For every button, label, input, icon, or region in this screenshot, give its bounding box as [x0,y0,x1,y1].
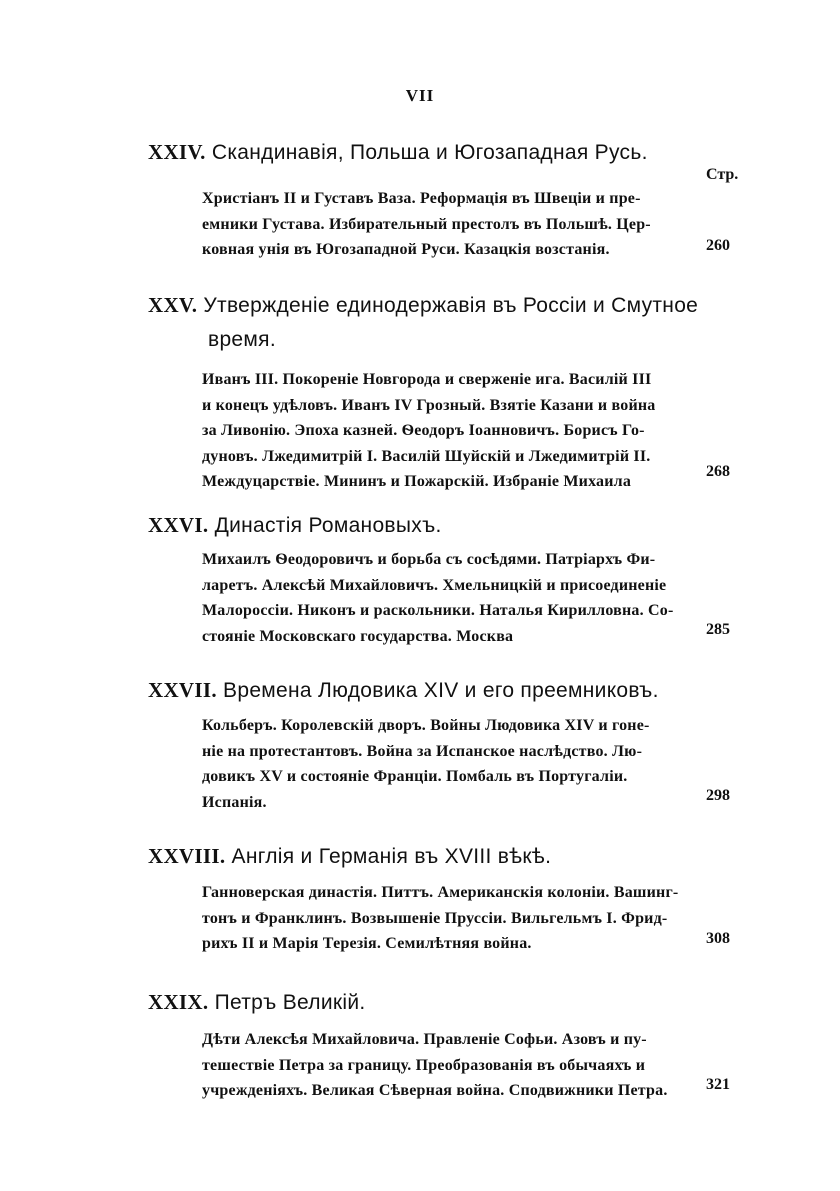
summary-line: и конецъ удѣловъ. Иванъ IV Грозный. Взятіе Казани и война [202,396,656,414]
summary-line: стояніе Московскаго государства. Москва [202,627,514,645]
chapter-title-text: Англія и Германія въ XVIII вѣкѣ. [231,845,552,868]
chapter-title-continuation: время. [208,328,276,351]
chapter-number: XXIV. [148,140,206,164]
summary-line: довикъ XV и состояніе Франціи. Помбаль въ Португаліи. [202,768,628,785]
chapter-title-text: Времена Людовика XIV и его преемниковъ. [223,679,659,702]
chapter-xxix-summary [202,1027,707,1104]
summary-line: ніе на протестантовъ. Война за Испанское наслѣдство. Лю- [202,742,643,760]
chapter-number: XXV. [148,293,198,317]
chapter-title [148,288,748,323]
chapter-xxvii-summary [202,713,707,815]
chapter-number: XXVI. [148,513,209,537]
chapter-xxviii-summary [202,880,707,957]
chapter-xxvii-heading [148,673,748,708]
page-number: VII [405,86,435,105]
chapter-page-number: 298 [706,787,730,804]
summary-line: Иванъ III. Покореніе Новгорода и сверженіе ига. Василій III [202,371,652,388]
chapter-title [148,839,748,874]
chapter-title-text: Династія Романовыхъ. [214,514,442,537]
summary-line: Михаилъ Ѳеодоровичъ и борьба съ сосѣдями. Патріархъ Фи- [202,551,656,568]
summary-line: Междуцарствіе. Мининъ и Пожарскій. Избраніе Михаила [202,473,632,490]
summary-line: ларетъ. Алексѣй Михайловичъ. Хмельницкій и присоединеніе [202,576,667,594]
summary-line: ковная унія въ Югозападной Руси. Казацкія возстанія. [202,241,610,258]
chapter-xxvi-summary [202,547,707,649]
summary-line: Ганноверская династія. Питтъ. Американскія колоніи. Вашинг- [202,884,679,901]
page-column-header: Стр. [706,166,739,183]
chapter-page-number: 285 [706,621,730,638]
summary-line: Кольберъ. Королевскій дворъ. Войны Людовика XIV и гоне- [202,717,650,734]
chapter-xxv-summary [202,367,707,495]
summary-line: тешествіе Петра за границу. Преобразованія въ обычаяхъ и [202,1056,646,1074]
chapter-number: XXVII. [148,678,217,702]
chapter-title-text: Утвержденіе единодержавія въ Россіи и Смутное [203,294,699,317]
chapter-number: XXVIII. [148,844,226,868]
summary-line: емники Густава. Избирательный престолъ въ Польшѣ. Цер- [202,215,651,233]
summary-line: Христіанъ II и Густавъ Ваза. Реформація въ Швеціи и пре- [202,190,641,207]
summary-line: Испанія. [202,793,267,811]
chapter-xxix-heading [148,985,748,1020]
chapter-xxiv-summary [202,186,707,263]
summary-line: учрежденіяхъ. Великая Сѣверная война. Сподвижники Петра. [202,1082,668,1099]
chapter-page-number: 268 [706,463,730,480]
summary-line: дуновъ. Лжедимитрій I. Василій Шуйскій и Лжедимитрій II. [202,447,651,465]
chapter-title [148,135,748,170]
chapter-title [148,985,748,1020]
summary-line: тонъ и Франклинъ. Возвышеніе Пруссіи. Вильгельмъ I. Фрид- [202,909,668,927]
chapter-page-number: 260 [706,237,730,254]
chapter-title [148,508,748,543]
summary-line: Дѣти Алексѣя Михайловича. Правленіе Софьи. Азовъ и пу- [202,1031,647,1048]
chapter-title-text: Петръ Великій. [214,991,366,1014]
chapter-xxviii-heading [148,839,748,874]
chapter-page-number: 308 [706,930,730,947]
summary-line: Малороссіи. Никонъ и раскольники. Наталья Кирилловна. Со- [202,602,674,619]
chapter-xxv-heading [148,288,748,357]
summary-line: за Ливонію. Эпоха казней. Ѳеодоръ Іоанновичъ. Борисъ Го- [202,422,645,439]
chapter-number: XXIX. [148,990,209,1014]
chapter-title-text: Скандинавія, Польша и Югозападная Русь. [211,141,648,164]
chapter-xxiv-heading [148,135,748,170]
chapter-page-number: 321 [706,1076,730,1093]
summary-line: рихъ II и Марія Терезія. Семилѣтняя война. [202,935,532,952]
chapter-xxvi-heading [148,508,748,543]
chapter-title [148,673,748,708]
